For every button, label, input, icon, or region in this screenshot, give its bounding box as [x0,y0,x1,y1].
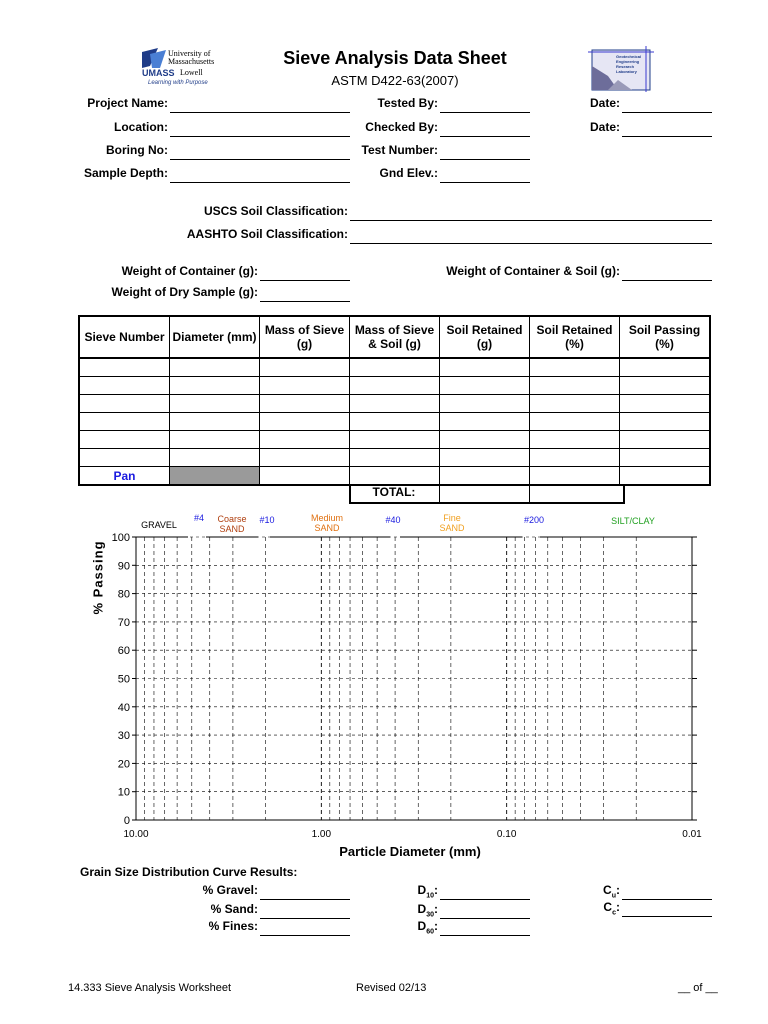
x-tick-label: 10.00 [123,829,149,840]
x-axis-label: Particle Diameter (mm) [339,844,481,859]
date-checked-label: Date: [589,120,620,134]
y-tick-label: 0 [123,815,130,827]
y-tick-label: 40 [117,701,130,714]
footer-page-number: __ of __ [678,982,718,994]
d30-field[interactable] [440,904,530,919]
logo-mark: UMASS [142,68,175,78]
checked-by-label: Checked By: [365,120,438,134]
cc-field[interactable] [622,902,712,917]
d60-field[interactable] [440,921,530,936]
col-mass-sieve-soil: Mass of Sieve & Soil (g) [350,316,440,358]
category-sieve-4: #4 [193,513,204,523]
gnd-elev-label: Gnd Elev.: [379,166,438,180]
y-tick-label: 50 [117,673,130,686]
category-fine-sand: Fine SAND [439,513,465,533]
d30-label: $D_{30}$: [417,902,438,919]
category-sieve-200: #200 [523,515,545,525]
page-subtitle: ASTM D422-63(2007) [331,73,459,88]
sand-pct-field[interactable] [260,904,350,919]
date-tested-label: Date: [589,96,620,110]
col-sieve-number: Sieve Number [79,316,170,358]
y-tick-label: 70 [117,616,130,629]
y-tick-label: 80 [117,588,130,601]
logo-left-text: University of Massachusetts [168,49,215,66]
col-soil-passing: Soil Passing (%) [620,316,711,358]
cc-label: $C_c$: [603,900,620,917]
weight-container-soil-label: Weight of Container & Soil (g): [446,264,620,278]
fines-pct-field[interactable] [260,921,350,936]
col-soil-retained-g: Soil Retained (g) [440,316,530,358]
d10-label: $D_{10}$: [417,883,438,900]
col-mass-sieve: Mass of Sieve (g) [260,316,350,358]
d10-field[interactable] [440,885,530,900]
y-tick-label: 20 [117,758,130,771]
total-label: TOTAL: [372,485,416,499]
gravel-pct-label: % Gravel: [202,883,258,897]
results-title: Grain Size Distribution Curve Results: [80,865,298,879]
x-tick-label: 0.10 [496,829,517,840]
tested-by-label: Tested By: [377,96,438,110]
category-gravel: GRAVEL [141,520,177,530]
gravel-pct-field[interactable] [260,885,350,900]
logo-tagline: Learning with Purpose [148,80,208,86]
y-tick-label: 100 [111,532,130,544]
footer-worksheet-name: 14.333 Sieve Analysis Worksheet [68,982,232,994]
category-coarse-sand: Coarse SAND [217,514,247,534]
fines-pct-label: % Fines: [208,919,258,933]
y-tick-label: 30 [117,730,130,743]
sample-depth-label: Sample Depth: [83,166,168,180]
aashto-label: AASHTO Soil Classification: [186,227,348,241]
weight-container-label: Weight of Container (g): [121,264,258,278]
category-silt-clay: SILT/CLAY [611,516,655,526]
x-tick-label: 0.01 [682,829,702,840]
y-tick-label: 60 [117,645,130,658]
project-name-label: Project Name: [87,96,168,110]
category-medium-sand: Medium SAND [310,513,343,533]
y-axis-label: % Passing [90,540,106,615]
sand-pct-label: % Sand: [210,902,258,916]
col-soil-retained-pct: Soil Retained (%) [530,316,620,358]
gerl-logo-text: Geotechnical Engineering Research Laboratory [616,54,642,74]
col-diameter: Diameter (mm) [170,316,260,358]
location-label: Location: [114,120,168,134]
weight-dry-sample-label: Weight of Dry Sample (g): [111,285,258,299]
footer-revision: Revised 02/13 [356,982,427,994]
uscs-label: USCS Soil Classification: [203,204,348,218]
pan-label: Pan [79,467,170,486]
cu-field[interactable] [622,885,712,900]
d60-label: $D_{60}$: [417,919,438,936]
page-title: Sieve Analysis Data Sheet [283,48,507,68]
logo-lowell: Lowell [180,68,203,77]
category-sieve-40: #40 [385,515,401,525]
category-sieve-10: #10 [259,515,275,525]
y-tick-label: 10 [117,786,130,799]
y-tick-label: 90 [117,560,130,573]
test-number-label: Test Number: [361,143,438,157]
x-tick-label: 1.00 [311,829,332,840]
boring-no-label: Boring No: [106,143,168,157]
cu-label: $C_u$: [603,883,620,900]
